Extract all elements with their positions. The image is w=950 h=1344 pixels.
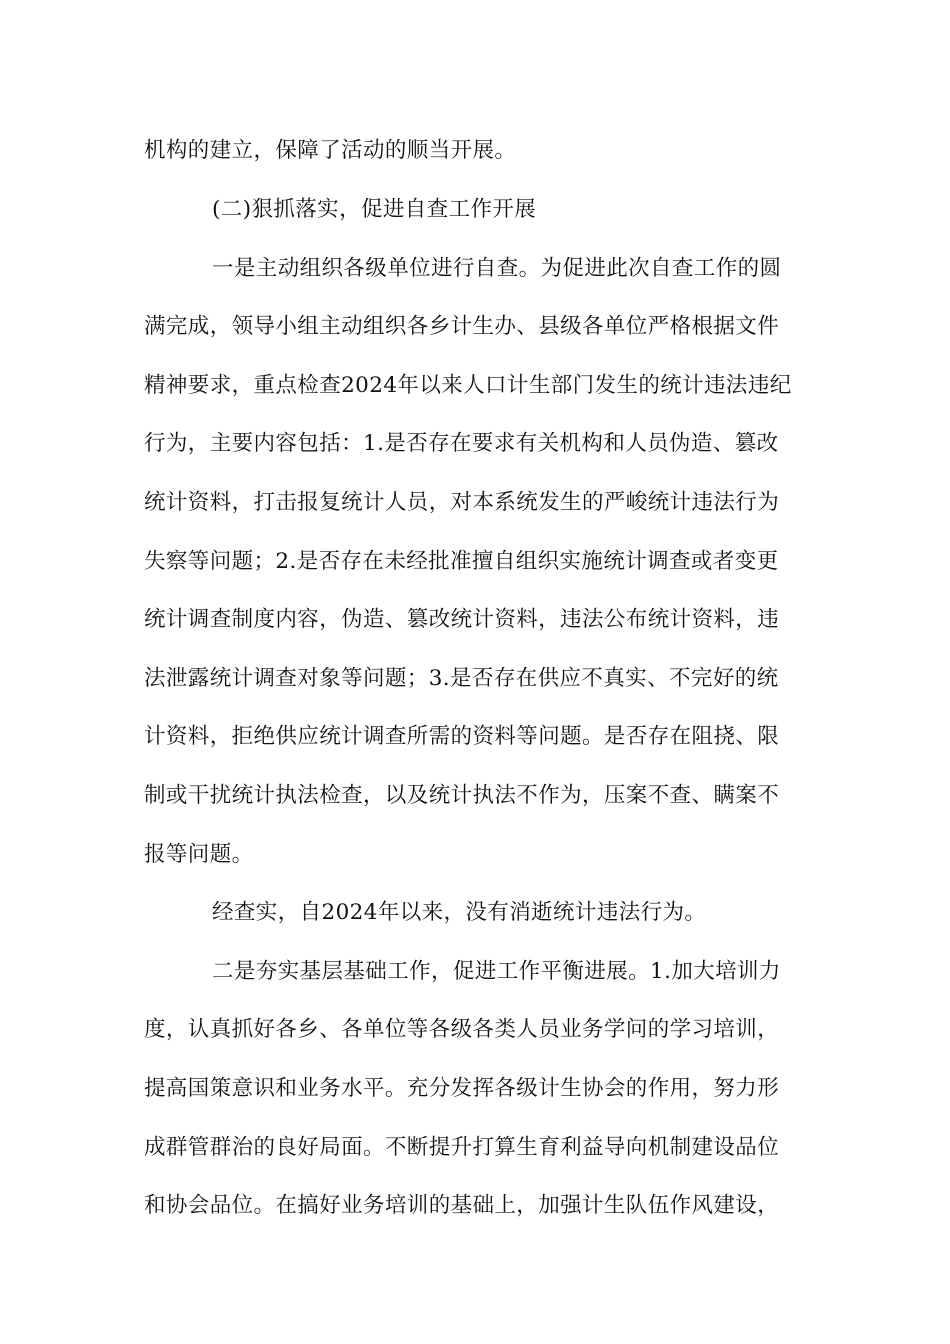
text-line-7: 统计资料，打击报复统计人员，对本系统发生的严峻统计违法行为 [144, 490, 780, 515]
text-line-10: 法泄露统计调查对象等问题；3.是否存在供应不真实、不完好的统 [144, 666, 779, 691]
text-line-17: 提高国策意识和业务水平。充分发挥各级计生协会的作用，努力形 [144, 1076, 780, 1101]
text-line-1: 机构的建立，保障了活动的顺当开展。 [144, 138, 517, 163]
text-line-19: 和协会品位。在搞好业务培训的基础上，加强计生队伍作风建设， [144, 1193, 780, 1218]
text-line-12: 制或干扰统计执法检查，以及统计执法不作为，压案不查、瞒案不 [144, 783, 780, 808]
text-line-11: 计资料，拒绝供应统计调查所需的资料等问题。是否存在阻挠、限 [144, 724, 780, 749]
text-line-3: 一是主动组织各级单位进行自查。为促进此次自查工作的圆 [212, 256, 782, 281]
text-line-13: 报等问题。 [144, 842, 254, 867]
text-line-8: 失察等问题；2.是否存在未经批准擅自组织实施统计调查或者变更 [144, 549, 779, 574]
text-line-18: 成群管群治的良好局面。不断提升打算生育利益导向机制建设品位 [144, 1135, 780, 1160]
text-line-4: 满完成，领导小组主动组织各乡计生办、县级各单位严格根据文件 [144, 314, 780, 339]
text-line-15: 二是夯实基层基础工作，促进工作平衡进展。1.加大培训力 [212, 959, 781, 984]
text-line-6: 行为，主要内容包括：1.是否存在要求有关机构和人员伪造、篡改 [144, 431, 779, 456]
text-line-5: 精神要求，重点检查2024年以来人口计生部门发生的统计违法违纪 [144, 373, 792, 398]
text-line-14: 经查实，自2024年以来，没有消逝统计违法行为。 [212, 900, 707, 925]
section-heading: (二)狠抓落实，促进自查工作开展 [212, 197, 537, 222]
text-line-9: 统计调查制度内容，伪造、篡改统计资料，违法公布统计资料，违 [144, 607, 780, 632]
text-line-16: 度，认真抓好各乡、各单位等各级各类人员业务学问的学习培训， [144, 1017, 780, 1042]
